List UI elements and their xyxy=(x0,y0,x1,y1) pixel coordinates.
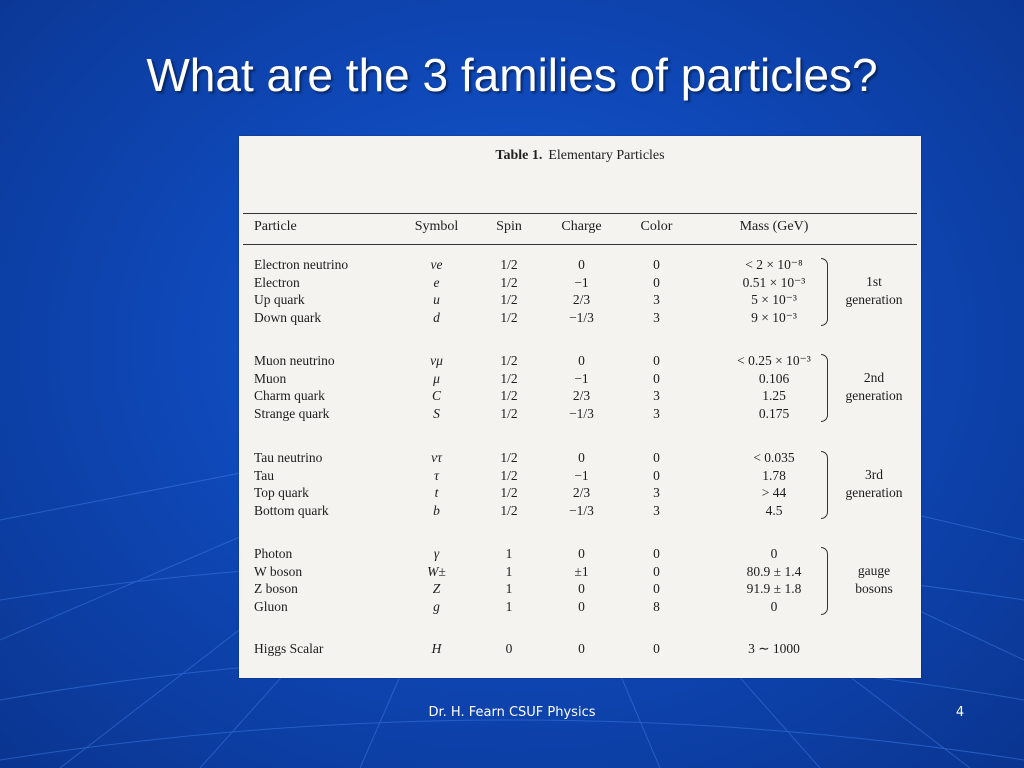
cell-symbol: u xyxy=(433,292,440,307)
group-label xyxy=(829,369,919,405)
group-label-line1: gauge xyxy=(857,563,891,578)
header-mass: Mass (GeV) xyxy=(739,219,809,234)
cell-spin: 1 xyxy=(505,546,513,561)
cell-color: 0 xyxy=(653,546,660,561)
slide-footer: Dr. H. Fearn CSUF Physics xyxy=(428,705,596,720)
cell-mass: 91.9 ± 1.8 xyxy=(746,581,802,596)
cell-mass: 9 × 10⁻³ xyxy=(751,309,797,325)
cell-mass: 0.175 xyxy=(758,405,790,421)
cell-mass: 0.51 × 10⁻³ xyxy=(742,274,806,290)
cell-mass: < 2 × 10⁻⁸ xyxy=(745,257,803,272)
cell-spin: 1/2 xyxy=(500,353,518,368)
cell-mass: 1.78 xyxy=(762,467,786,483)
cell-spin: 1/2 xyxy=(500,370,518,386)
group-label-line2: generation xyxy=(845,388,903,403)
cell-mass: > 44 xyxy=(761,485,787,500)
cell-symbol: γ xyxy=(433,546,440,561)
cell-charge: 0 xyxy=(578,581,585,596)
cell-spin: 1 xyxy=(505,598,513,614)
cell-spin: 1/2 xyxy=(500,450,518,465)
cell-color: 0 xyxy=(653,581,660,596)
group-label-line1: 3rd xyxy=(865,467,883,482)
cell-particle: W boson xyxy=(254,563,303,579)
cell-particle: Up quark xyxy=(254,292,305,307)
page-number: 4 xyxy=(955,705,965,720)
cell-particle: Electron neutrino xyxy=(254,257,349,272)
cell-spin: 1/2 xyxy=(500,467,518,483)
cell-mass: 4.5 xyxy=(765,502,783,518)
cell-spin: 0 xyxy=(505,641,513,656)
cell-symbol: μ xyxy=(433,370,440,386)
cell-charge: −1 xyxy=(574,467,589,483)
cell-symbol: Z xyxy=(432,581,441,596)
cell-color: 0 xyxy=(653,467,660,483)
cell-color: 3 xyxy=(653,485,660,500)
cell-charge: −1 xyxy=(574,274,589,290)
cell-spin: 1/2 xyxy=(500,274,518,290)
slide-title: What are the 3 families of particles? xyxy=(146,49,878,101)
cell-particle: Down quark xyxy=(254,309,322,325)
cell-charge: 0 xyxy=(578,598,585,614)
cell-particle: Bottom quark xyxy=(254,502,329,518)
cell-particle: Tau neutrino xyxy=(254,450,323,465)
cell-symbol: τ xyxy=(434,467,439,483)
cell-spin: 1 xyxy=(505,563,513,579)
header-spin: Spin xyxy=(496,219,522,234)
cell-charge: −1/3 xyxy=(569,405,594,421)
cell-spin: 1/2 xyxy=(500,257,518,272)
cell-mass: 0 xyxy=(770,546,778,561)
cell-mass: 1.25 xyxy=(762,388,786,403)
cell-particle: Tau xyxy=(254,467,275,483)
cell-charge: −1 xyxy=(574,370,589,386)
cell-color: 3 xyxy=(653,292,660,307)
cell-color: 3 xyxy=(653,309,660,325)
cell-mass: < 0.035 xyxy=(753,450,795,465)
group-label xyxy=(829,466,919,502)
group-brace xyxy=(821,354,828,422)
group-label xyxy=(829,562,919,598)
table-header-rule xyxy=(243,244,917,245)
cell-mass: 0 xyxy=(770,598,778,614)
cell-color: 3 xyxy=(653,388,660,403)
cell-symbol: t xyxy=(434,485,439,500)
group-brace xyxy=(821,258,828,326)
cell-charge: 0 xyxy=(578,353,585,368)
cell-mass: < 0.25 × 10⁻³ xyxy=(737,353,811,368)
cell-mass: 5 × 10⁻³ xyxy=(751,292,797,307)
cell-charge: 0 xyxy=(578,641,585,656)
cell-color: 3 xyxy=(653,502,660,518)
cell-symbol: b xyxy=(433,502,440,518)
group-label xyxy=(829,273,919,309)
cell-charge: 2/3 xyxy=(572,388,591,403)
cell-charge: 0 xyxy=(578,450,585,465)
header-symbol: Symbol xyxy=(414,219,459,234)
cell-color: 0 xyxy=(653,274,660,290)
cell-particle: Electron xyxy=(254,274,300,290)
cell-spin: 1/2 xyxy=(500,405,518,421)
cell-symbol: g xyxy=(433,598,440,614)
cell-spin: 1/2 xyxy=(500,292,518,307)
cell-color: 0 xyxy=(653,563,660,579)
cell-color: 0 xyxy=(653,257,660,272)
cell-charge: −1/3 xyxy=(569,502,594,518)
cell-charge: 2/3 xyxy=(572,292,591,307)
group-label-line2: bosons xyxy=(855,581,893,596)
header-charge: Charge xyxy=(561,219,602,234)
cell-charge: 0 xyxy=(578,257,585,272)
cell-particle: Strange quark xyxy=(254,405,330,421)
cell-symbol: ντ xyxy=(431,450,442,465)
cell-color: 3 xyxy=(653,405,660,421)
cell-symbol: e xyxy=(433,274,440,290)
cell-symbol: νμ xyxy=(430,353,443,368)
cell-color: 0 xyxy=(653,353,660,368)
cell-particle: Top quark xyxy=(254,485,309,500)
cell-color: 0 xyxy=(653,370,660,386)
cell-particle: Z boson xyxy=(254,581,298,596)
group-label-line1: 2nd xyxy=(863,370,885,385)
cell-symbol: νe xyxy=(430,257,443,272)
cell-symbol: H xyxy=(431,641,442,656)
group-label-line2: generation xyxy=(845,292,903,307)
cell-particle: Muon xyxy=(254,370,287,386)
cell-mass: 0.106 xyxy=(758,370,790,386)
header-particle: Particle xyxy=(254,219,297,234)
group-brace xyxy=(821,451,828,519)
group-brace xyxy=(821,547,828,615)
table-caption xyxy=(239,148,921,164)
cell-symbol: W± xyxy=(427,563,446,579)
cell-color: 0 xyxy=(653,641,660,656)
cell-symbol: C xyxy=(431,388,441,403)
cell-particle: Muon neutrino xyxy=(254,353,335,368)
cell-particle: Gluon xyxy=(254,598,288,614)
cell-charge: 0 xyxy=(578,546,585,561)
cell-spin: 1/2 xyxy=(500,309,518,325)
cell-charge: ±1 xyxy=(574,563,589,579)
cell-mass: 80.9 ± 1.4 xyxy=(746,563,802,579)
header-color: Color xyxy=(640,219,673,234)
cell-spin: 1/2 xyxy=(500,502,518,518)
cell-symbol: S xyxy=(433,405,440,421)
table-scan-image xyxy=(239,136,921,678)
cell-color: 0 xyxy=(653,450,660,465)
cell-charge: 2/3 xyxy=(572,485,591,500)
cell-color: 8 xyxy=(653,598,660,614)
group-label-line2: generation xyxy=(845,485,903,500)
cell-spin: 1 xyxy=(505,581,513,596)
cell-symbol: d xyxy=(433,309,440,325)
cell-particle: Charm quark xyxy=(254,388,325,403)
table-caption-label: Table 1. xyxy=(495,148,543,163)
group-label-line1: 1st xyxy=(866,274,882,289)
cell-mass: 3 ∼ 1000 xyxy=(748,641,800,656)
cell-particle: Photon xyxy=(254,546,293,561)
table-caption-text: Elementary Particles xyxy=(548,148,665,163)
table-top-rule xyxy=(243,213,917,214)
cell-spin: 1/2 xyxy=(500,388,518,403)
cell-charge: −1/3 xyxy=(569,309,594,325)
cell-spin: 1/2 xyxy=(500,485,518,500)
cell-particle: Higgs Scalar xyxy=(254,641,324,656)
